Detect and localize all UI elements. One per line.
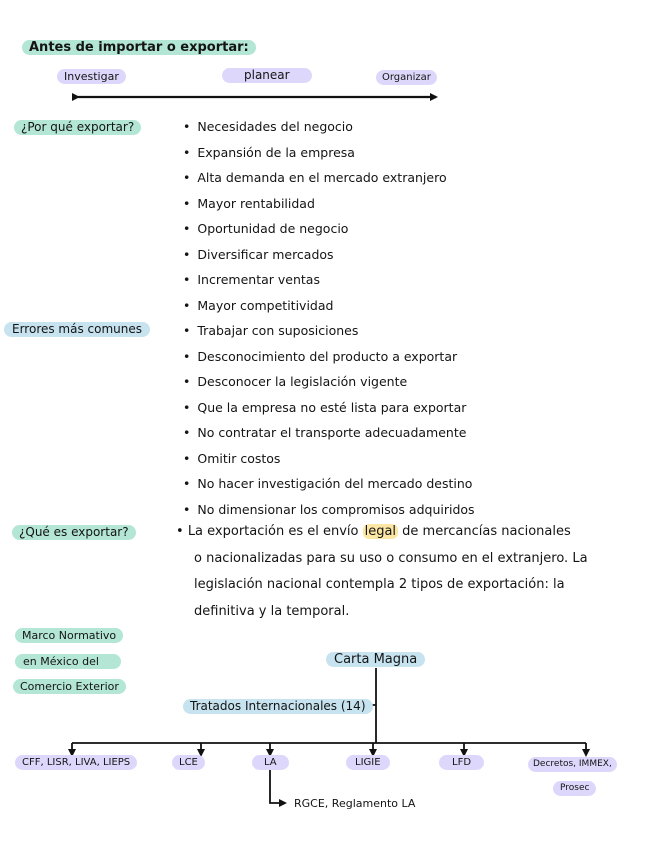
- framework-label-line: en México del: [15, 654, 121, 669]
- step-investigar: Investigar: [57, 69, 126, 84]
- framework-label-line: Comercio Exterior: [13, 679, 126, 694]
- list-item: • Omitir costos: [183, 450, 475, 476]
- list-item: • Trabajar con suposiciones: [183, 322, 475, 348]
- export-definition: • La exportación es el envío legal de mercancías nacionales o nacionalizadas para su uso o consumo en el extranjero. La legislación nacional contempla 2 tipos de exportación: la definitiva y la temporal.: [176, 519, 626, 625]
- list-item: • Alta demanda en el mercado extranjero: [183, 169, 475, 195]
- definition-line: o nacionalizadas para su uso o consumo en el extranjero. La: [194, 550, 588, 566]
- list-item: • Necesidades del negocio: [183, 118, 475, 144]
- list-item: • Incrementar ventas: [183, 271, 475, 297]
- list-item: • No dimensionar los compromisos adquiridos: [183, 501, 475, 527]
- list-item: • Desconocer la legislación vigente: [183, 373, 475, 399]
- definition-end: de mercancías nacionales: [398, 524, 571, 539]
- legal-highlight: legal: [364, 524, 397, 539]
- law-node: LFD: [439, 755, 484, 770]
- la-sub-arrow: [270, 770, 285, 803]
- definition-line: definitiva y la temporal.: [194, 603, 350, 619]
- definition-start: La exportación es el envío: [187, 524, 363, 539]
- law-node: LIGIE: [346, 755, 390, 770]
- law-node: Decretos, IMMEX,: [528, 757, 617, 772]
- list-item: • Que la empresa no esté lista para exportar: [183, 399, 475, 425]
- root-node: Carta Magna: [326, 652, 425, 667]
- errors-label: Errores más comunes: [4, 322, 150, 337]
- la-sub-node: RGCE, Reglamento LA: [294, 797, 416, 810]
- what-export-label: ¿Qué es exportar?: [12, 525, 136, 540]
- step-planear: planear: [222, 68, 312, 83]
- treaties-node: Tratados Internacionales (14): [183, 699, 373, 714]
- law-node: Prosec: [553, 781, 596, 796]
- list-item: • No contratar el transporte adecuadamente: [183, 424, 475, 450]
- why-export-label: ¿Por qué exportar?: [14, 120, 141, 135]
- list-item: • No hacer investigación del mercado destino: [183, 475, 475, 501]
- list-item: • Diversificar mercados: [183, 246, 475, 272]
- law-node: LCE: [172, 755, 205, 770]
- page-title: Antes de importar o exportar:: [22, 40, 256, 55]
- definition-line: legislación nacional contempla 2 tipos de exportación: la: [194, 577, 565, 592]
- list-item: • Expansión de la empresa: [183, 144, 475, 170]
- list-item: • Oportunidad de negocio: [183, 220, 475, 246]
- framework-label-line: Marco Normativo: [15, 628, 123, 643]
- list-item: • Mayor competitividad: [183, 297, 475, 323]
- law-node: LA: [252, 755, 289, 770]
- list-item: • Mayor rentabilidad: [183, 195, 475, 221]
- reasons-list: [183, 118, 475, 526]
- step-organizar: Organizar: [376, 70, 437, 85]
- list-item: • Desconocimiento del producto a exportar: [183, 348, 475, 374]
- law-node: CFF, LISR, LIVA, LIEPS: [15, 755, 137, 770]
